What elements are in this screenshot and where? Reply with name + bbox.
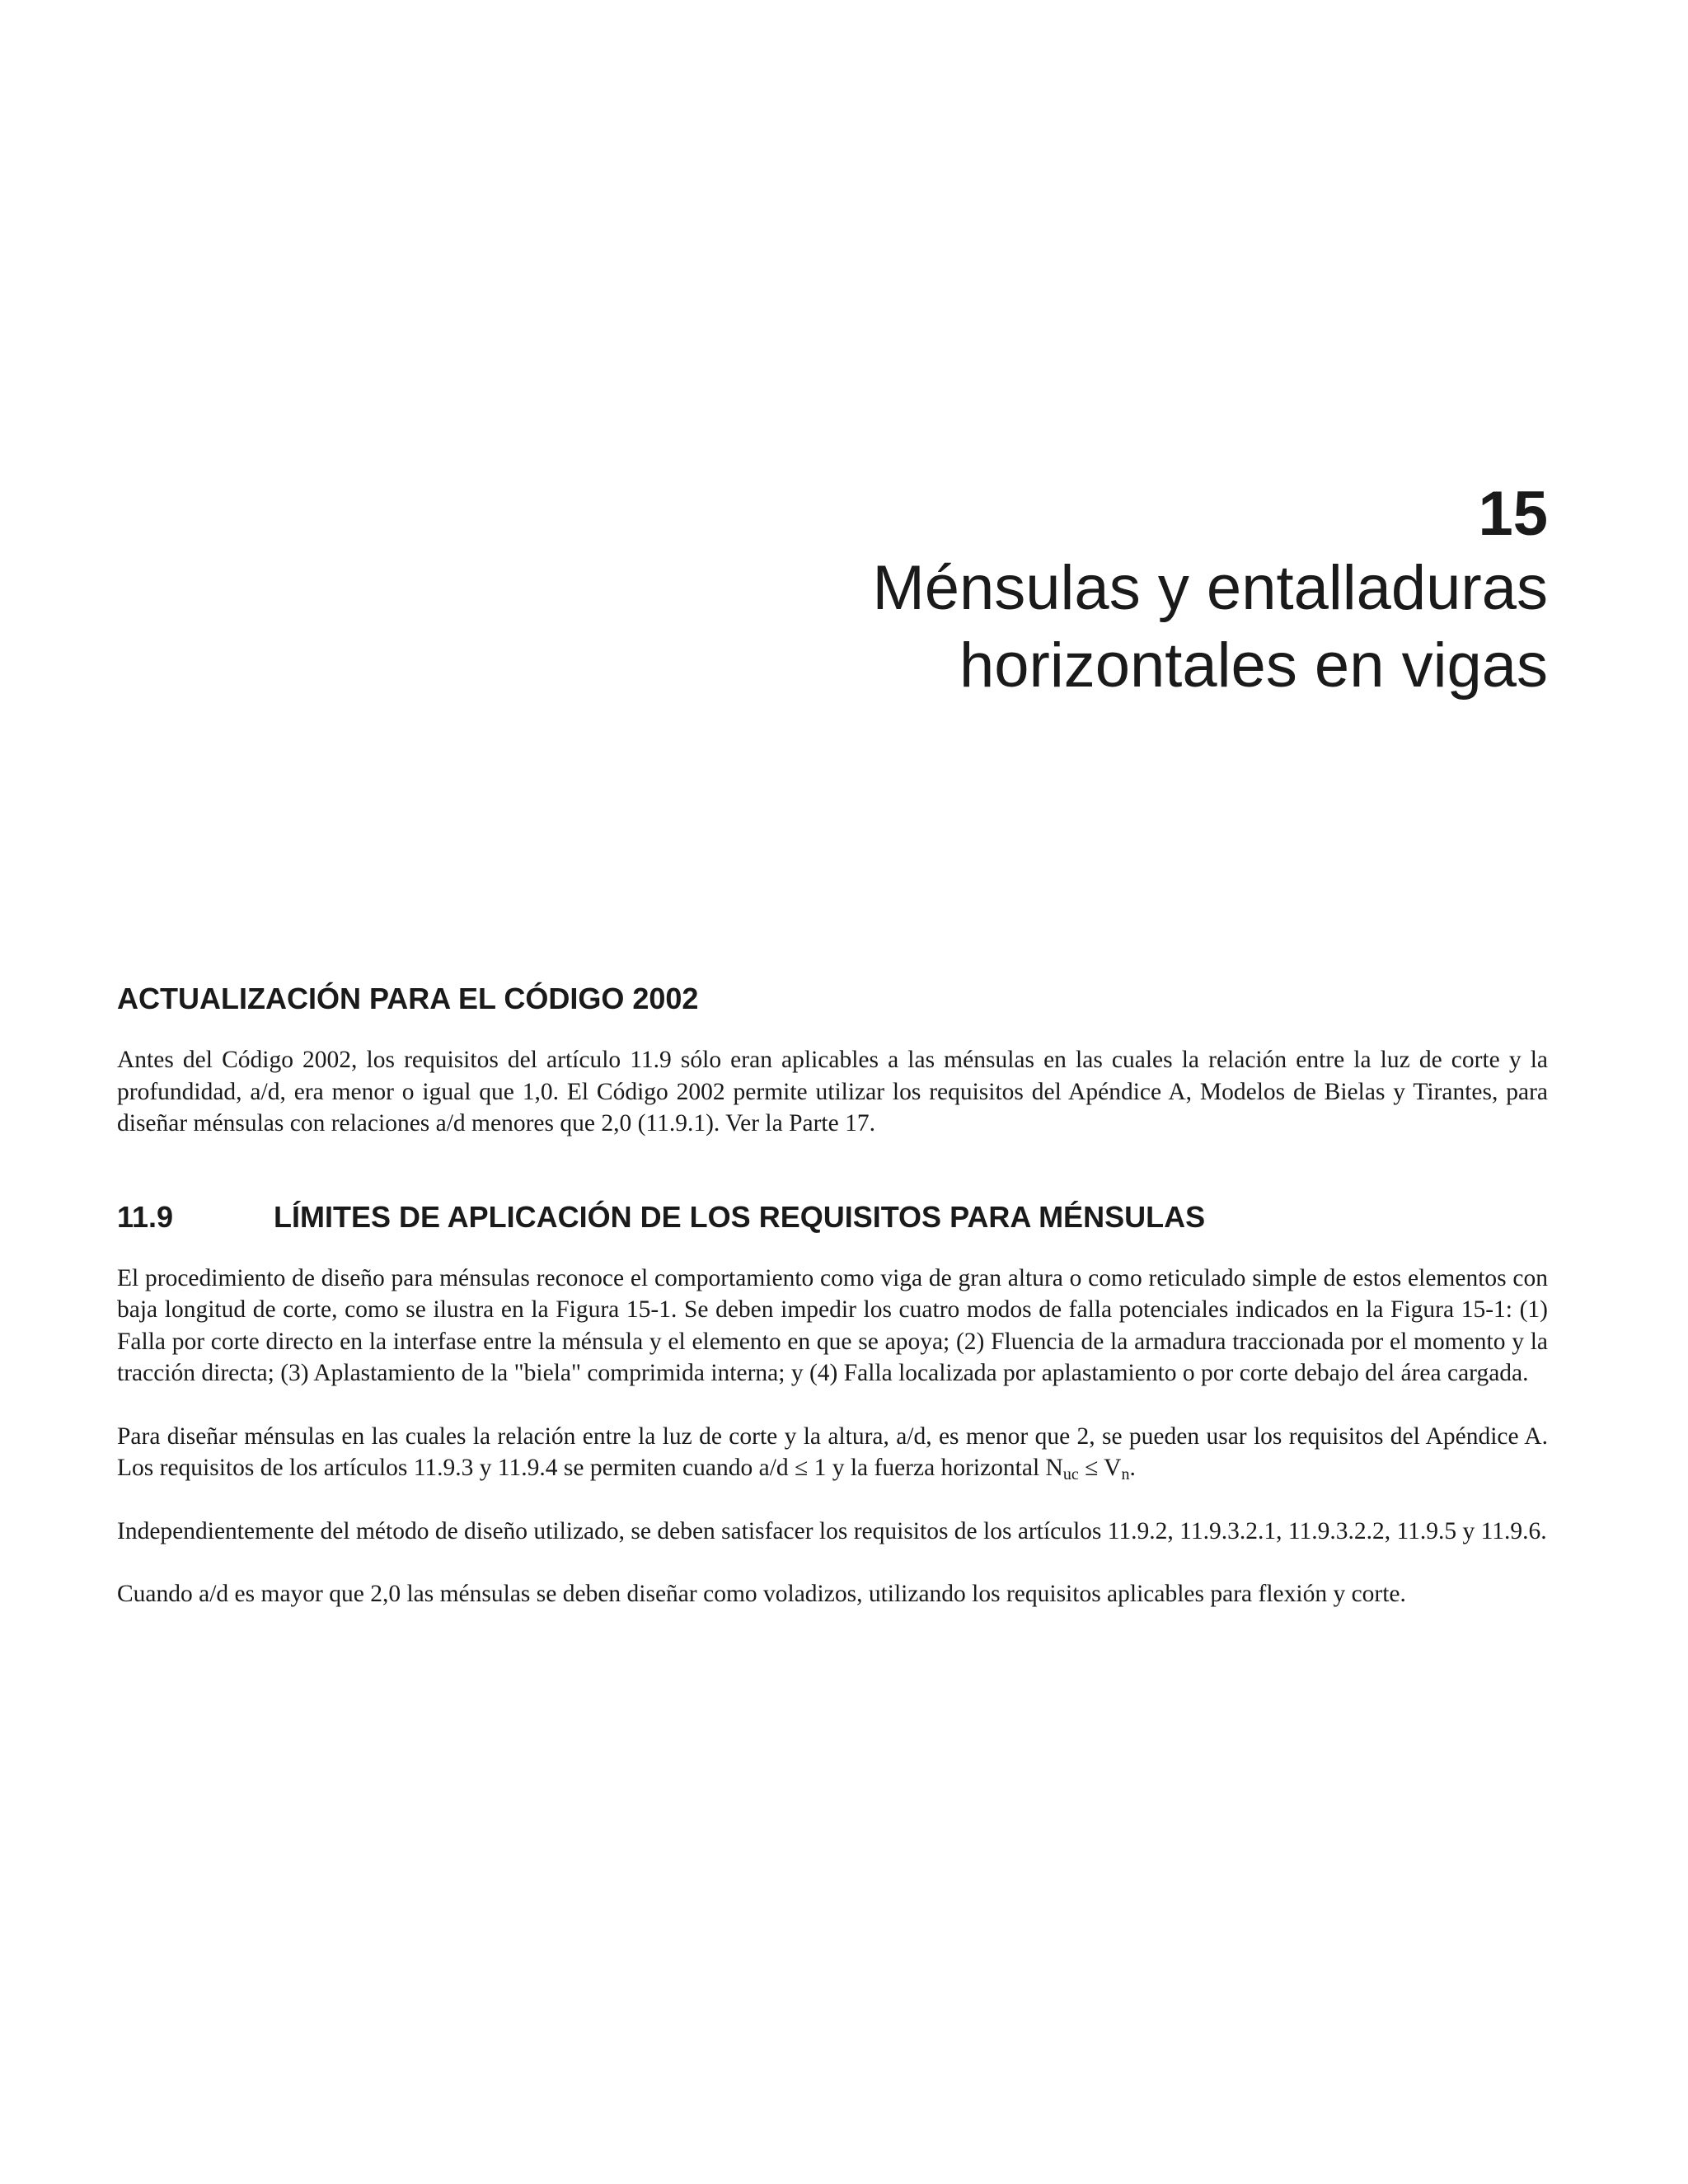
subscript-uc: uc — [1062, 1465, 1079, 1484]
paragraph-limits-2-end: . — [1129, 1455, 1136, 1482]
paragraph-limits-2-mid: ≤ V — [1078, 1455, 1122, 1482]
paragraph-limits-3: Independientemente del método de diseño utilizado, se deben satisfacer los requisitos de los artículos 11.9.2, 11.9.3.2.1, 11.9.3.2.2, 11.9.5 y 11.9.6. — [117, 1517, 1547, 1544]
paragraph-limits-2 — [117, 1421, 1548, 1484]
section-spacer — [117, 1171, 1548, 1199]
page-content — [117, 981, 1548, 1642]
section-heading-update — [117, 981, 1548, 1016]
paragraph-update: Antes del Código 2002, los requisitos del artículo 11.9 sólo eran aplicables a las ménsulas en las cuales la relación entre la luz de corte y la profundidad, a/d, era menor o igual que 1,0. El Código 2002 permite utilizar los requisitos del Apéndice A, Modelos de Bielas y Tirantes, para diseñar ménsulas con relaciones a/d menores que 2,0 (11.9.1). Ver la Parte 17. — [117, 1047, 1548, 1137]
paragraph-limits-2-main: Para diseñar ménsulas en las cuales la relación entre la luz de corte y la altura, a/d, es menor que 2, se pueden usar los requisitos del Apéndice A. Los requisitos de los artículos 11.9.3 y 11.9.4 se permiten cuando a/d ≤ 1 y la fuerza horizontal N — [117, 1422, 1548, 1482]
subscript-n: n — [1121, 1465, 1130, 1484]
section-heading-limits-text: LÍMITES DE APLICACIÓN DE LOS REQUISITOS PARA MÉNSULAS — [274, 1199, 1206, 1234]
paragraph-limits-4: Cuando a/d es mayor que 2,0 las ménsulas se deben diseñar como voladizos, utilizando los requisitos aplicables para flexión y corte. — [117, 1581, 1406, 1608]
chapter-number: 15 — [1478, 479, 1548, 549]
paragraph-limits-1: El procedimiento de diseño para ménsulas reconoce el comportamiento como viga de gran altura o como reticulado simple de estos elementos con baja longitud de corte, como se ilustra en la Figura 15-1. Se deben impedir los cuatro modos de falla potenciales indicados en la Figura 15-1: (1) Falla por corte directo en la interfase entre la ménsula y el elemento en que se apoya; (2) Fluencia de la armadura traccionada por el momento y la tracción directa; (3) Aplastamiento de la "biela" comprimida interna; y (4) Falla localizada por aplastamiento o por corte debajo del área cargada. — [117, 1264, 1548, 1387]
chapter-title-line-1: Ménsulas y entalladuras — [872, 553, 1548, 624]
chapter-header — [872, 478, 1548, 705]
chapter-title-line-2: horizontales en vigas — [959, 630, 1548, 701]
section-heading-limits — [117, 1199, 1548, 1235]
section-heading-update-text: ACTUALIZACIÓN PARA EL CÓDIGO 2002 — [117, 982, 699, 1015]
section-number: 11.9 — [117, 1199, 174, 1234]
